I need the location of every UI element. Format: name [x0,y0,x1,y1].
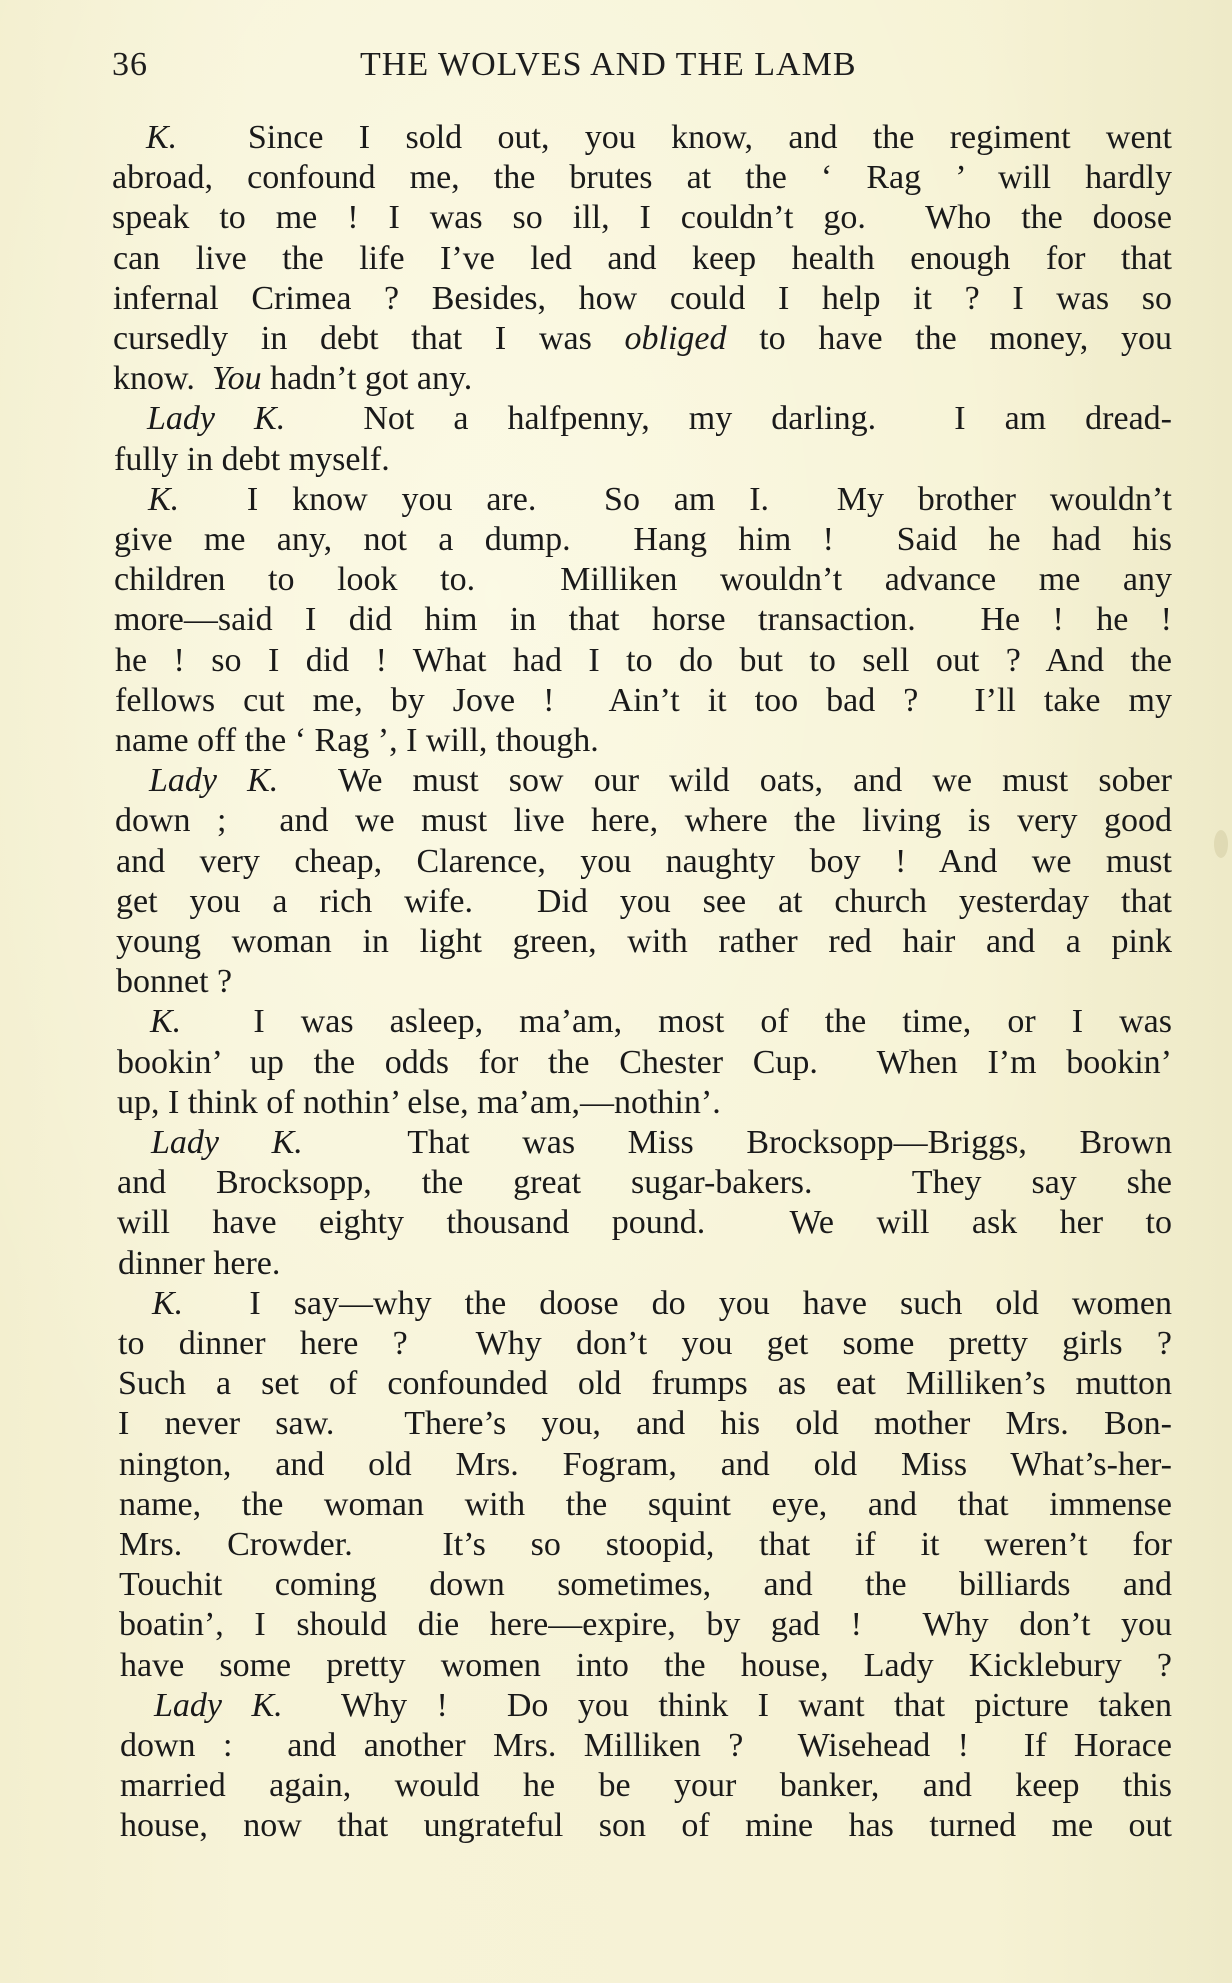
text-run: children to look to. Milliken wouldn’t advance me any [114,561,1172,599]
text-run: to have the money, you [726,320,1172,357]
text-run: infernal Crimea ? Besides, how could I help it ? I was so [113,279,1172,317]
italic-run: K. [150,1003,182,1041]
text-line [115,800,1172,841]
text-line [112,197,1172,238]
text-run: Since I sold out, you know, and the regiment went [177,119,1172,156]
text-run: dinner here. [118,1244,281,1282]
text-line [120,1765,1172,1806]
text-line [114,559,1172,600]
text-line [150,1001,1172,1042]
text-run: know. [113,360,212,398]
text-run: bonnet ? [116,963,233,1001]
text-run: I say—why the doose do you have such old women [183,1284,1172,1322]
text-run: name off the ‘ Rag ’, I will, though. [115,722,599,759]
text-run: and Brocksopp, the great sugar-bakers. They say she [117,1164,1172,1202]
text-line [152,1283,1172,1324]
text-run: get you a rich wife. Did you see at church yesterday that [116,882,1172,920]
text-run: Not a halfpenny, my darling. I am dread- [285,400,1172,438]
text-line [115,640,1172,681]
text-run: name, the woman with the squint eye, and that immense [119,1485,1172,1523]
italic-run: K. [148,480,180,518]
text-run: I was asleep, ma’am, most of the time, or I was [181,1003,1172,1041]
italic-run: Lady K. [151,1124,303,1161]
text-line [116,881,1172,922]
italic-run: Lady K. [149,762,279,800]
text-run: I know you are. So am I. My brother wouldn’t [179,480,1172,518]
text-line [120,1725,1172,1766]
text-run: nington, and old Mrs. Fogram, and old Miss What’s-her- [119,1445,1172,1483]
text-line [113,318,1172,359]
text-run: down : and another Mrs. Milliken ? Wisehead ! If Horace [120,1727,1172,1764]
text-line [148,479,1172,520]
text-run: have some pretty women into the house, Lady Kicklebury ? [120,1646,1172,1684]
text-line [119,1564,1172,1605]
text-run: and very cheap, Clarence, you naughty boy ! And we must [116,842,1172,880]
text-run: fully in debt myself. [114,440,390,478]
text-run: Such a set of confounded old frumps as eat Milliken’s mutton [118,1365,1172,1403]
text-run: give me any, not a dump. Hang him ! Said he had his [114,521,1172,558]
text-run: down ; and we must live here, where the living is very good [115,802,1172,840]
text-run: Mrs. Crowder. It’s so stoopid, that if it weren’t for [119,1526,1172,1563]
text-run: to dinner here ? Why don’t you get some pretty girls ? [118,1325,1172,1362]
text-line [147,398,1172,439]
text-run: house, now that ungrateful son of mine has turned me out [120,1807,1172,1845]
text-line [114,519,1172,560]
text-line [120,1805,1172,1846]
text-run: young woman in light green, with rather red hair and a pink [116,923,1172,960]
text-line [117,1082,1172,1123]
italic-run: Lady K. [147,400,286,438]
text-line [115,720,1172,761]
text-line [117,1162,1172,1203]
italic-run: You [211,360,262,398]
text-line [117,1042,1172,1083]
text-run: can live the life I’ve led and keep health enough for that [113,239,1172,277]
text-line [120,1645,1172,1686]
text-line [119,1484,1172,1525]
text-line [116,921,1172,962]
text-run: bookin’ up the odds for the Chester Cup. When I’m bookin’ [117,1043,1172,1081]
text-line [116,961,1172,1002]
text-line [116,841,1172,882]
text-line [113,278,1172,319]
text-line [149,760,1172,801]
text-line [117,1202,1172,1243]
text-line [154,1685,1172,1726]
text-run: boatin’, I should die here—expire, by gad ! Why don’t you [119,1606,1172,1644]
text-line [113,238,1172,279]
paper-stain [1214,830,1228,858]
text-line [146,117,1172,158]
text-line [115,680,1172,721]
text-run: abroad, confound me, the brutes at the ‘ Rag ’ will hardly [112,159,1172,197]
text-run: up, I think of nothin’ else, ma’am,—nothin’. [117,1083,721,1121]
text-line [119,1444,1172,1485]
text-line [119,1604,1172,1645]
text-line [118,1403,1172,1444]
text-line [118,1323,1172,1364]
italic-run: obliged [624,320,727,357]
text-line [118,1243,1172,1284]
text-run: speak to me ! I was so ill, I couldn’t go. Who the doose [112,199,1172,237]
text-run: Why ! Do you think I want that picture taken [282,1686,1172,1724]
text-run: That was Miss Brocksopp—Briggs, Brown [302,1124,1172,1161]
text-run: will have eighty thousand pound. We will ask her to [117,1204,1172,1242]
text-line [151,1122,1172,1163]
text-run: fellows cut me, by Jove ! Ain’t it too bad ? I’ll take my [115,681,1172,719]
running-head: THE WOLVES AND THE LAMB [360,46,857,83]
text-run: he ! so I did ! What had I to do but to sell out ? And the [115,641,1172,679]
text-line [112,157,1172,198]
text-line [113,358,1172,399]
text-run: hadn’t got any. [261,360,473,398]
page-header [112,40,952,90]
page-number: 36 [112,46,148,83]
text-run: cursedly in debt that I was [113,320,625,357]
text-run: We must sow our wild oats, and we must sober [278,762,1172,800]
text-run: more—said I did him in that horse transaction. He ! he ! [114,601,1172,639]
italic-run: Lady K. [154,1686,283,1724]
italic-run: K. [152,1284,184,1322]
text-line [114,439,1172,480]
text-line [118,1363,1172,1404]
text-line [114,599,1172,640]
text-line [119,1524,1172,1565]
text-run: Touchit coming down sometimes, and the billiards and [119,1566,1172,1604]
text-run: married again, would he be your banker, and keep this [120,1767,1172,1805]
text-run: I never saw. There’s you, and his old mother Mrs. Bon- [118,1405,1172,1443]
italic-run: K. [146,119,178,156]
